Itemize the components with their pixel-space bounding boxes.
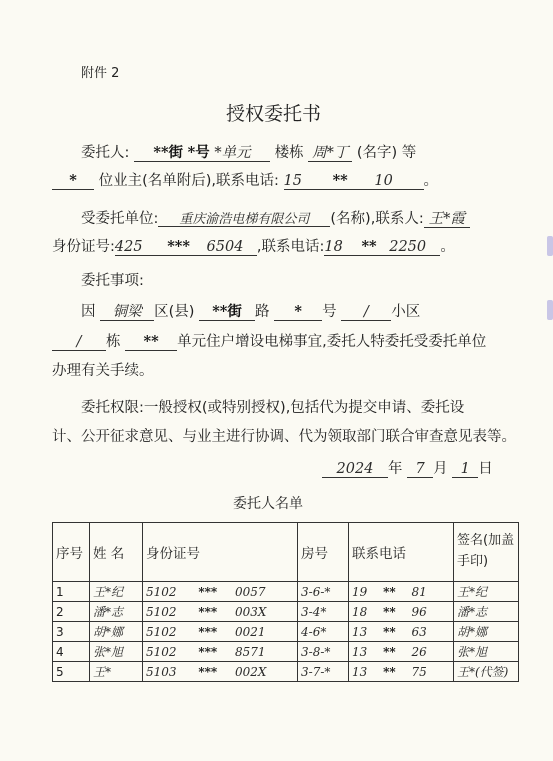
row-name: 张*旭 (90, 642, 143, 662)
matters-label: 委托事项: (81, 273, 144, 289)
month-field: 7 (407, 462, 433, 478)
row-signature: 张*旭 (454, 642, 519, 662)
row-name: 潘*志 (90, 602, 143, 622)
table-row (53, 622, 519, 642)
principal-line1 (81, 146, 416, 162)
table-header-row (53, 523, 519, 582)
row-phone: 18 ** 96 (349, 602, 454, 622)
agent-company-field: 重庆渝浩电梯有限公司 (158, 213, 330, 227)
header-no: 序号 (53, 523, 90, 582)
matters-line3: 办理有关手续。 (52, 363, 154, 379)
agent-line2: 身份证号:425 *** 6504 ,联系电话:18 ** 2250 。 (52, 238, 455, 255)
owner-text: 位业主(名单附后),联系电话: (98, 173, 279, 189)
authority-line2: 计、公开征求意见、与业主进行协调、代为领取部门联合审查意见表等。 (52, 429, 516, 445)
principal-list-table (52, 522, 519, 682)
row-room: 3-7-* (298, 662, 349, 682)
header-id: 身份证号 (143, 523, 298, 582)
header-name: 姓 名 (90, 523, 143, 582)
row-signature: 王*纪 (454, 582, 519, 602)
row-name: 王*纪 (90, 582, 143, 602)
row-phone: 13 ** 75 (349, 662, 454, 682)
principal-label: 委托人: (81, 145, 130, 161)
row-id: 5102 *** 8571 (143, 642, 298, 662)
street-field: **街 (199, 305, 255, 321)
owner-count-field: * (52, 174, 94, 190)
edge-mark (547, 236, 553, 256)
etc-label: 等 (401, 145, 417, 161)
header-phone: 联系电话 (349, 523, 454, 582)
row-id: 5102 *** 0021 (143, 622, 298, 642)
agent-phone-field: 18 ** 2250 (324, 240, 440, 256)
row-phone: 13 ** 63 (349, 622, 454, 642)
document-title: 授权委托书 (226, 103, 322, 125)
authority-line1: 委托权限:一般授权(或特别授权),包括代为提交申请、委托设 (81, 400, 465, 416)
edge-mark (547, 300, 553, 320)
agent-id-label: 身份证号: (52, 239, 115, 255)
list-title: 委托人名单 (233, 496, 303, 512)
matters-line1: 因 铜梁 区(县) **街 路 * 号 / 小区 (81, 303, 421, 320)
number-field: * (274, 305, 322, 321)
principal-address-field: **街 *号 *单元 (134, 146, 270, 162)
row-room: 3-4* (298, 602, 349, 622)
building-name-field: 周*丁 (308, 146, 352, 162)
row-room: 4-6* (298, 622, 349, 642)
row-number: 1 (53, 582, 90, 602)
day-field: 1 (452, 462, 478, 478)
row-signature: 胡*娜 (454, 622, 519, 642)
unit-field: ** (125, 335, 177, 351)
row-phone: 19 ** 81 (349, 582, 454, 602)
year-field: 2024 (322, 462, 388, 478)
row-room: 3-6-* (298, 582, 349, 602)
row-signature: 王*(代签) (454, 662, 519, 682)
table-row (53, 582, 519, 602)
row-number: 5 (53, 662, 90, 682)
signing-date: 2024 年 7 月 1 日 (322, 462, 493, 478)
agent-line1: 受委托单位: 重庆渝浩电梯有限公司 (名称),联系人: 王*霞 (81, 212, 470, 228)
row-name: 胡*娜 (90, 622, 143, 642)
row-room: 3-8-* (298, 642, 349, 662)
name-note: (名字) (356, 145, 398, 161)
district-field: 铜梁 (100, 305, 154, 321)
row-id: 5102 *** 0057 (143, 582, 298, 602)
row-number: 2 (53, 602, 90, 622)
community-field: / (341, 305, 391, 321)
agent-id-field: 425 *** 6504 (115, 240, 257, 256)
table-row (53, 642, 519, 662)
table-row (53, 662, 519, 682)
row-id: 5102 *** 003X (143, 602, 298, 622)
header-signature: 签名(加盖手印) (454, 523, 519, 582)
building-label: 楼栋 (274, 145, 304, 161)
row-phone: 13 ** 26 (349, 642, 454, 662)
principal-line2: * 位业主(名单附后),联系电话: 15 ** 10 。 (52, 174, 438, 190)
building-field: / (52, 335, 106, 351)
agent-label: 受委托单位: (81, 211, 159, 227)
agent-contact-field: 王*霞 (424, 212, 470, 228)
row-number: 4 (53, 642, 90, 662)
attachment-label: 附件 2 (81, 66, 120, 81)
row-signature: 潘*志 (454, 602, 519, 622)
row-number: 3 (53, 622, 90, 642)
table-row (53, 602, 519, 622)
row-id: 5103 *** 002X (143, 662, 298, 682)
matters-line2: / 栋 ** 单元住户增设电梯事宜,委托人特委托受委托单位 (52, 335, 486, 351)
row-name: 王* (90, 662, 143, 682)
header-room: 房号 (298, 523, 349, 582)
principal-phone-field: 15 ** 10 (284, 174, 424, 190)
